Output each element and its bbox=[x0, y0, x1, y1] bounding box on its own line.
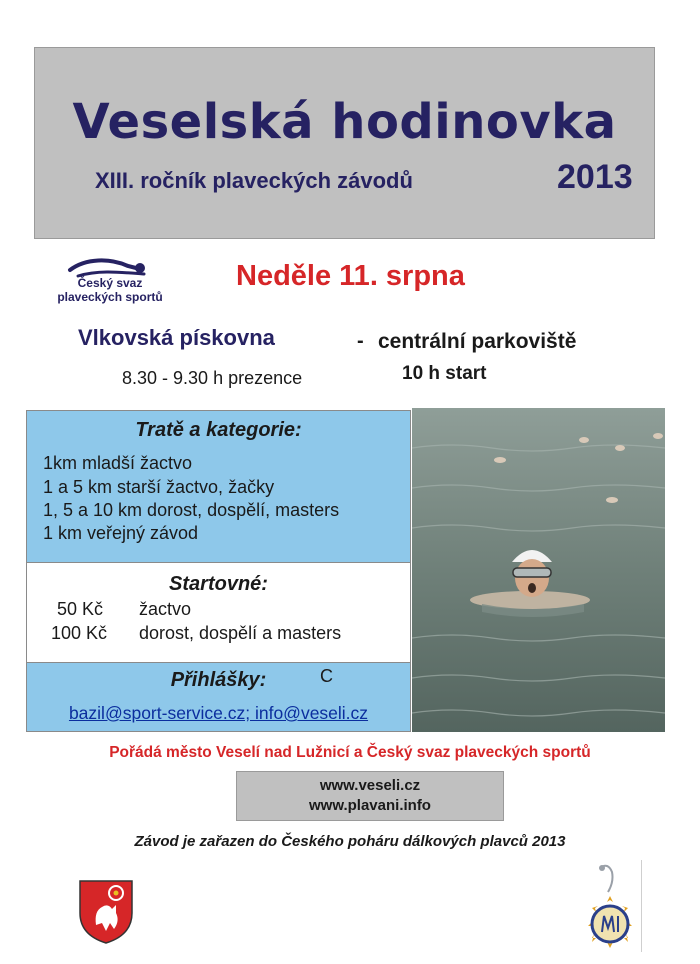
track-line: 1 km veřejný závod bbox=[43, 523, 199, 543]
event-venue: Vlkovská pískovna bbox=[78, 325, 275, 350]
track-line: 1, 5 a 10 km dorost, dospělí, masters bbox=[43, 500, 340, 520]
link-veseli[interactable]: www.veseli.cz bbox=[319, 777, 421, 794]
organizer-text: Pořádá město Veselí nad Lužnicí a Český svaz plaveckých sportů bbox=[109, 744, 591, 761]
tracks-section bbox=[27, 411, 410, 563]
event-parking: centrální parkoviště bbox=[378, 330, 577, 353]
track-line: 1 a 5 km starší žactvo, žačky bbox=[43, 477, 275, 497]
registration-heading: Přihlášky: bbox=[170, 669, 267, 691]
club-logo-icon bbox=[578, 862, 642, 950]
fee-amount: 100 Kč bbox=[51, 623, 108, 643]
links-box bbox=[236, 771, 504, 821]
federation-line-1: Český svaz bbox=[77, 276, 143, 290]
venue-separator: - bbox=[357, 330, 364, 352]
registration-section bbox=[27, 663, 410, 731]
divider bbox=[641, 860, 642, 952]
fee-category: žactvo bbox=[139, 599, 192, 619]
fees-heading: Startovné: bbox=[169, 573, 268, 595]
event-subtitle: XIII. ročník plaveckých závodů bbox=[95, 168, 413, 193]
track-line: 1km mladší žactvo bbox=[43, 453, 193, 473]
event-date: Neděle 11. srpna bbox=[236, 260, 465, 292]
start-time: 10 h start bbox=[402, 363, 487, 384]
cup-note: Závod je zařazen do Českého poháru dálkových plavců 2013 bbox=[134, 833, 566, 850]
tracks-heading: Tratě a kategorie: bbox=[135, 419, 302, 441]
event-title: Veselská hodinovka bbox=[72, 94, 617, 150]
link-plavani[interactable]: www.plavani.info bbox=[309, 797, 431, 814]
info-table bbox=[26, 410, 411, 732]
federation-line-2: plaveckých sportů bbox=[57, 290, 163, 304]
registration-time: 8.30 - 9.30 h prezence bbox=[122, 368, 303, 388]
fee-category: dorost, dospělí a masters bbox=[139, 623, 342, 643]
federation-logo-text bbox=[40, 276, 180, 304]
event-year: 2013 bbox=[557, 158, 633, 196]
swimmer-photo bbox=[412, 408, 665, 732]
registration-email-link[interactable]: bazil@sport-service.cz; info@veseli.cz bbox=[68, 703, 369, 723]
fees-section bbox=[27, 563, 410, 663]
fee-amount: 50 Kč bbox=[57, 599, 104, 619]
town-crest-icon bbox=[76, 877, 136, 947]
stray-mark: C bbox=[320, 666, 333, 686]
header-banner bbox=[34, 47, 655, 239]
